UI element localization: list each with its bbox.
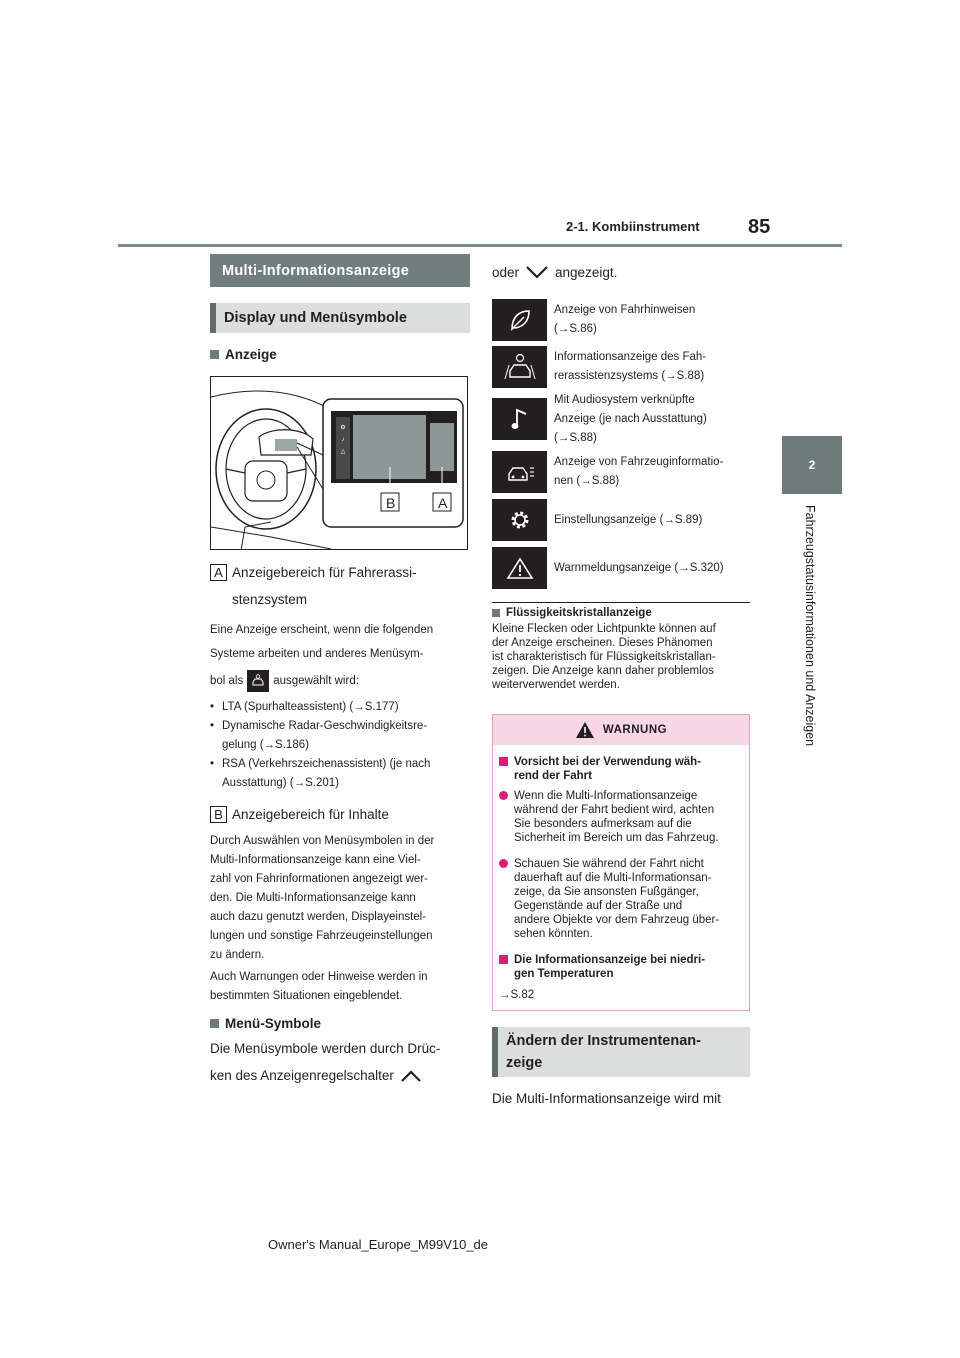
svg-text:♪: ♪ <box>341 437 345 443</box>
svg-text:⚙: ⚙ <box>340 425 346 431</box>
text-line: Vorsicht bei der Verwendung wäh- <box>514 756 702 768</box>
square-bullet-icon <box>210 350 219 359</box>
icon-description <box>554 453 723 491</box>
footer-label: Owner's Manual_Europe_M99V10_de <box>268 1237 489 1252</box>
warning-box <box>492 714 750 1011</box>
area-a-text-2: Systeme arbeiten und anderes Menüsym- <box>210 648 424 660</box>
text-line: Anzeige von Fahrhinweisen <box>554 303 696 316</box>
subheading-lcd-text: Flüssigkeitskristallanzeige <box>506 607 652 619</box>
text-line: zu ändern. <box>210 949 265 961</box>
warning-triangle-icon <box>575 721 595 739</box>
text-line: bestimmten Situationen eingeblendet. <box>210 990 403 1002</box>
lcd-paragraph <box>492 622 750 692</box>
icon-description <box>554 348 706 386</box>
subheading-display <box>210 347 470 362</box>
section-header: 2-1. Kombiinstrument <box>566 219 700 234</box>
page-number: 85 <box>748 216 771 238</box>
subheading-menu-icons-text: Menü-Symbole <box>225 1016 322 1031</box>
warning-triangle-icon <box>492 547 547 589</box>
text-line: nen (→S.88) <box>554 474 620 487</box>
warning-heading-temperature <box>499 953 741 981</box>
right-column <box>492 254 750 1112</box>
music-note-icon <box>492 398 547 440</box>
menu-icon-row-vehicle-info <box>492 448 750 495</box>
text-line: zeige <box>506 1055 543 1071</box>
list-item: gelung (→S.186) <box>222 739 309 751</box>
list-item: • RSA (Verkehrszeichenassistent) (je nach <box>210 755 470 774</box>
warning-item-1 <box>499 789 741 845</box>
text-line: zeige, da Sie ansonsten Fußgänger, <box>514 886 699 898</box>
warning-body <box>493 745 749 1010</box>
area-a-text-3-pre: bol als <box>210 674 244 687</box>
list-item: • Dynamische Radar-Geschwindigkeitsre- <box>210 717 470 736</box>
text-line: (→S.88) <box>554 431 597 444</box>
square-bullet-icon <box>210 1019 219 1028</box>
letter-b-box: B <box>210 806 227 823</box>
text-line: zeigen. Die Anzeige kann daher problemlos <box>492 665 714 677</box>
text-line: Sicherheit im Bereich um das Fahrzeug. <box>514 832 719 844</box>
text-line: während der Fahrt bedient wird, achten <box>514 804 715 816</box>
text-line: Die Informationsanzeige bei niedri- <box>514 954 706 966</box>
text-line: rerassistenzsystems (→S.88) <box>554 369 705 382</box>
area-a-title-line2: stenzsystem <box>232 592 308 607</box>
instrument-cluster-figure <box>210 376 468 550</box>
subheading-display-text: Anzeige <box>225 347 277 362</box>
text-line: Anzeige von Fahrzeuginformatio- <box>554 455 724 468</box>
area-a-text-3 <box>210 670 470 692</box>
area-b-paragraph <box>210 832 470 1006</box>
text-line: Auch Warnungen oder Hinweise werden in <box>210 971 428 983</box>
text-line: rend der Fahrt <box>514 770 592 782</box>
text-line: den. Die Multi-Informationsanzeige kann <box>210 892 416 904</box>
text-line: Warnmeldungsanzeige (→S.320) <box>554 561 724 574</box>
menu-text-line2 <box>210 1062 470 1089</box>
warning-title: WARNUNG <box>602 724 668 736</box>
gear-icon <box>492 499 547 541</box>
area-b-title <box>210 805 470 824</box>
text-line: dauerhaft auf die Multi-Informationsan- <box>514 872 712 884</box>
text-line: Multi-Informationsanzeige kann eine Viel- <box>210 854 421 866</box>
driver-assist-inline-icon <box>247 670 269 692</box>
chapter-title-text: Fahrzeugstatusinformationen und Anzeigen <box>803 505 817 747</box>
subheading-lcd <box>492 607 750 619</box>
left-column <box>210 254 470 1089</box>
menu-icon-row-warnings <box>492 545 750 591</box>
text-line: gen Temperaturen <box>514 968 614 980</box>
text-line: lungen und sonstige Fahrzeugeinstellungen <box>210 930 433 942</box>
driver-assist-icon <box>492 346 547 388</box>
text-line: Informationsanzeige des Fah- <box>554 350 707 363</box>
header-rule <box>118 244 842 247</box>
text-line: der Anzeige erscheinen. Dieses Phänomen <box>492 637 713 649</box>
menu-icon-row-drive-info <box>492 296 750 343</box>
area-a-title-line1: Anzeigebereich für Fahrerassi- <box>232 565 417 580</box>
oder-text: oder <box>492 264 520 280</box>
area-a-text-1: Eine Anzeige erscheint, wenn die folgenden <box>210 624 434 636</box>
chapter-title <box>800 505 820 775</box>
warning-heading-driving <box>499 755 741 783</box>
square-bullet-icon <box>492 609 500 617</box>
menu-icon-row-settings <box>492 495 750 545</box>
text-line: Durch Auswählen von Menüsymbolen in der <box>210 835 435 847</box>
text-line: (→S.86) <box>554 322 597 335</box>
car-info-icon <box>492 451 547 493</box>
icon-description <box>554 391 707 448</box>
icon-description <box>554 511 702 530</box>
text-line: Ändern der Instrumentenan- <box>506 1033 701 1049</box>
text-line: auch dazu genutzt werden, Displayeinstel- <box>210 911 427 923</box>
section-divider <box>492 602 750 603</box>
area-a-title <box>210 563 470 582</box>
text-line: zahl von Fahrinformationen angezeigt wer- <box>210 873 428 885</box>
warning-header <box>493 715 749 745</box>
menu-icon-list <box>492 296 750 591</box>
pink-dot-bullet-icon <box>499 791 508 800</box>
text-line: sehen könnten. <box>514 928 593 940</box>
menu-text-line2-text: ken des Anzeigenregelschalter <box>210 1068 394 1083</box>
chevron-down-icon <box>525 265 549 279</box>
chevron-up-icon <box>400 1069 422 1083</box>
warning-page-ref: →S.82 <box>499 989 535 1001</box>
chapter-tab: 2 <box>782 436 842 494</box>
menu-text-line1: Die Menüsymbole werden durch Drüc- <box>210 1041 441 1056</box>
menu-icon-row-driver-assist <box>492 343 750 390</box>
pink-dot-bullet-icon <box>499 859 508 868</box>
menu-icon-row-audio <box>492 390 750 448</box>
text-line: Schauen Sie während der Fahrt nicht <box>514 858 704 870</box>
text-line: Sie besonders aufmerksam auf die <box>514 818 692 830</box>
list-item: • LTA (Spurhalteassistent) (→S.177) <box>210 698 470 717</box>
heading-change-instrument-display <box>492 1027 750 1077</box>
text-line: Anzeige (je nach Ausstattung) <box>554 412 707 425</box>
figure-label-a: A <box>438 495 448 511</box>
icon-description <box>554 301 695 339</box>
leaf-icon <box>492 299 547 341</box>
area-b-title-text: Anzeigebereich für Inhalte <box>232 807 389 822</box>
figure-label-b: B <box>386 495 396 511</box>
letter-a-box: A <box>210 564 227 581</box>
svg-text:△: △ <box>340 449 346 455</box>
text-line: Mit Audiosystem verknüpfte <box>554 393 695 406</box>
assist-systems-list <box>210 698 470 793</box>
heading-display-menu-icons: Display und Menüsymbole <box>210 303 470 333</box>
steering-wheel-illustration <box>211 377 468 550</box>
subheading-menu-icons <box>210 1016 470 1031</box>
warning-item-2 <box>499 857 741 941</box>
text-line: ist charakteristisch für Flüssigkeitskristallan- <box>492 651 716 663</box>
heading-multi-information-display: Multi-Informationsanzeige <box>210 254 470 287</box>
text-line: andere Objekte vor dem Fahrzeug über- <box>514 914 720 926</box>
list-item: Ausstattung) (→S.201) <box>222 777 339 789</box>
text-line: Gegenstände auf der Straße und <box>514 900 683 912</box>
area-a-text-3-post: ausgewählt wird: <box>273 674 359 687</box>
angezeigt-text: angezeigt. <box>555 264 618 280</box>
text-line: weiterverwendet werden. <box>492 679 620 691</box>
text-line: Einstellungsanzeige (→S.89) <box>554 513 703 526</box>
oder-line <box>492 254 750 290</box>
text-line: Wenn die Multi-Informationsanzeige <box>514 790 698 802</box>
pink-square-bullet-icon <box>499 757 508 766</box>
text-line: Kleine Flecken oder Lichtpunkte können auf <box>492 623 716 635</box>
pink-square-bullet-icon <box>499 955 508 964</box>
last-line: Die Multi-Informationsanzeige wird mit <box>492 1091 721 1106</box>
icon-description <box>554 559 724 578</box>
